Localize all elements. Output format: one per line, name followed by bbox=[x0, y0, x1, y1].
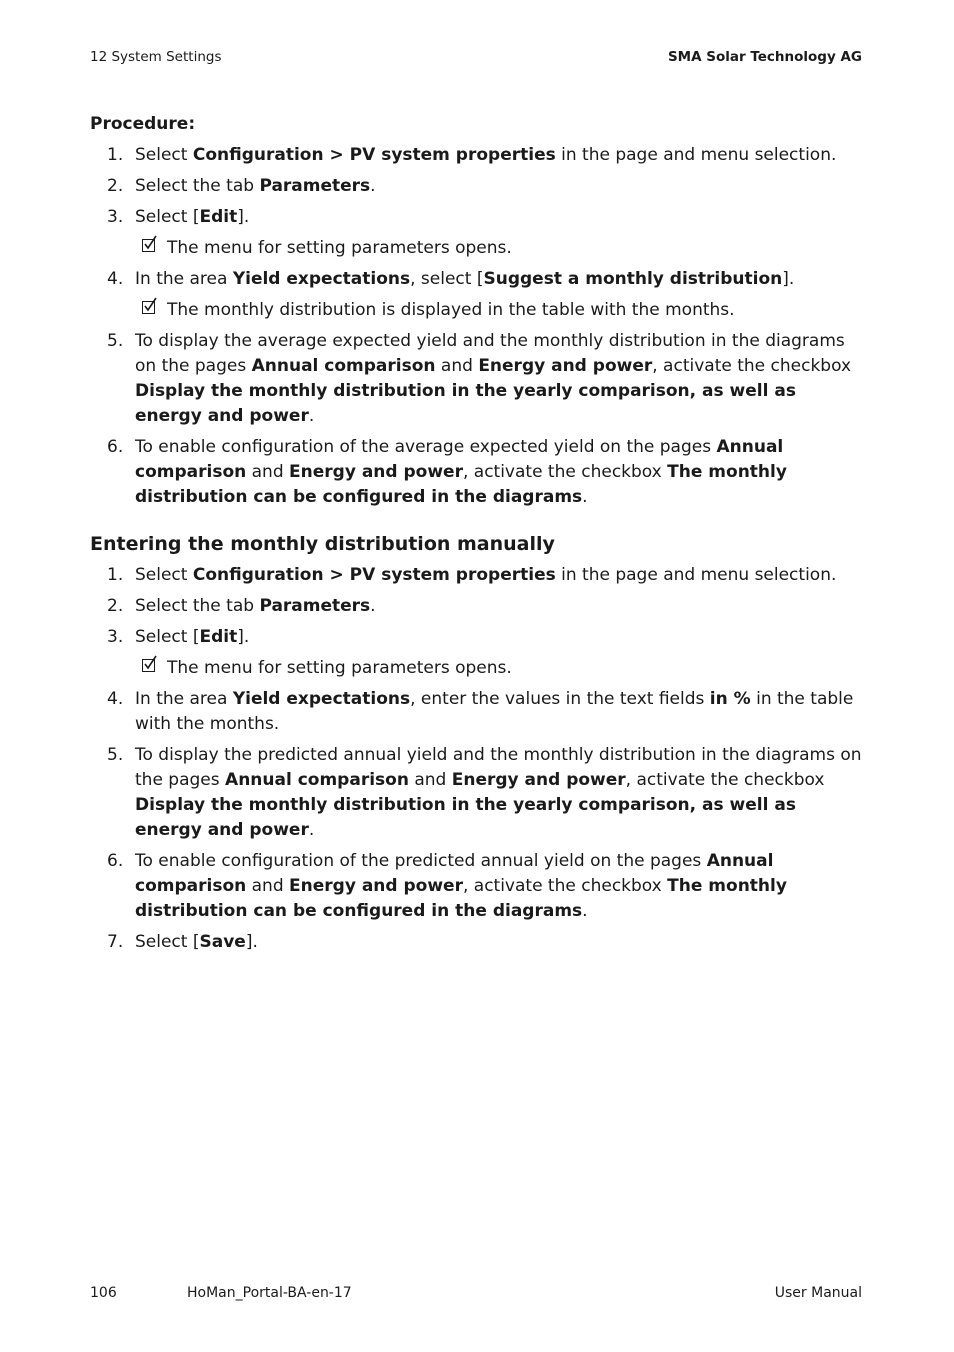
result-text: The menu for setting parameters opens. bbox=[167, 658, 512, 678]
step-number: 2. bbox=[107, 176, 124, 196]
step-text-bold: Display the monthly distribution in the yearly comparison, as well as energy and power bbox=[135, 795, 796, 840]
step-text: To display the average expected yield and the monthly distribution in the diagrams on the pages bbox=[135, 331, 845, 376]
step-text-bold: Energy and power bbox=[289, 876, 463, 896]
step-number: 3. bbox=[107, 627, 124, 647]
step-text: and bbox=[408, 770, 452, 790]
step-text-bold: in % bbox=[709, 689, 751, 709]
result-text: The monthly distribution is displayed in the table with the months. bbox=[167, 300, 735, 320]
step-text-bold: Configuration > PV system properties bbox=[192, 565, 556, 585]
step-number: 2. bbox=[107, 596, 124, 616]
step-text: ]. bbox=[237, 627, 250, 647]
procedure-heading: Procedure: bbox=[90, 114, 196, 134]
step-text: ]. bbox=[782, 269, 795, 289]
manual-steps bbox=[90, 563, 862, 955]
step-text: and bbox=[435, 356, 479, 376]
step-number: 4. bbox=[107, 269, 124, 289]
step-text: . bbox=[308, 406, 315, 426]
step-text: . bbox=[370, 176, 376, 196]
step-text-bold: Energy and power bbox=[478, 356, 653, 376]
list-item bbox=[90, 849, 862, 924]
list-item bbox=[90, 930, 862, 955]
list-item bbox=[90, 687, 862, 737]
step-text-bold: Annual comparison bbox=[135, 851, 774, 896]
step-text: . bbox=[308, 820, 315, 840]
step-text: Select the tab bbox=[135, 596, 260, 616]
step-text-bold: Energy and power bbox=[289, 462, 463, 482]
step-number: 6. bbox=[107, 851, 124, 871]
result-text: The menu for setting parameters opens. bbox=[167, 238, 512, 258]
list-item bbox=[90, 743, 862, 843]
step-text: and bbox=[246, 462, 290, 482]
step-text: in the page and menu selection. bbox=[555, 145, 837, 165]
step-text: ]. bbox=[237, 207, 250, 227]
step-number: 1. bbox=[107, 145, 124, 165]
step-text: Select bbox=[135, 565, 193, 585]
list-item bbox=[90, 205, 862, 230]
step-number: 4. bbox=[107, 689, 124, 709]
step-text-bold: Suggest a monthly distribution bbox=[483, 269, 783, 289]
step-number: 1. bbox=[107, 565, 124, 585]
step-text-bold: Energy and power bbox=[451, 770, 626, 790]
step-text: , activate the checkbox bbox=[625, 770, 825, 790]
step-text: In the area bbox=[135, 689, 233, 709]
step-text: To enable configuration of the predicted annual yield on the pages bbox=[135, 851, 707, 871]
step-text: , select [ bbox=[410, 269, 484, 289]
step-text-bold: The monthly distribution can be configured in the diagrams bbox=[135, 876, 787, 921]
step-number: 5. bbox=[107, 331, 124, 351]
checkmark-box-icon bbox=[142, 239, 155, 252]
list-item bbox=[90, 329, 862, 429]
step-text: To display the predicted annual yield and the monthly distribution in the diagrams on the pages bbox=[135, 745, 862, 790]
checkmark-box-icon bbox=[142, 301, 155, 314]
document-id: HoMan_Portal-BA-en-17 bbox=[187, 1285, 352, 1301]
step-text-bold: Annual comparison bbox=[135, 437, 784, 482]
step-number: 5. bbox=[107, 745, 124, 765]
step-text-bold: Save bbox=[199, 932, 246, 952]
step-text: , activate the checkbox bbox=[652, 356, 852, 376]
step-text: Select [ bbox=[135, 627, 200, 647]
step-number: 3. bbox=[107, 207, 124, 227]
step-result bbox=[90, 236, 862, 261]
step-text: in the page and menu selection. bbox=[555, 565, 837, 585]
list-item bbox=[90, 563, 862, 588]
step-text: Select bbox=[135, 145, 193, 165]
step-number: 7. bbox=[107, 932, 124, 952]
step-text: , activate the checkbox bbox=[462, 462, 668, 482]
step-text: Select [ bbox=[135, 932, 200, 952]
step-number: 6. bbox=[107, 437, 124, 457]
page-number: 106 bbox=[90, 1285, 117, 1301]
step-text-bold: Edit bbox=[199, 207, 238, 227]
list-item bbox=[90, 174, 862, 199]
list-item bbox=[90, 625, 862, 650]
step-text-bold: Parameters bbox=[259, 596, 371, 616]
step-text: in the table with the months. bbox=[135, 689, 854, 734]
step-text: and bbox=[246, 876, 290, 896]
step-text: , enter the values in the text fields bbox=[410, 689, 710, 709]
checkmark-box-icon bbox=[142, 659, 155, 672]
step-text-bold: Configuration > PV system properties bbox=[192, 145, 556, 165]
list-item bbox=[90, 435, 862, 510]
step-text-bold: Display the monthly distribution in the yearly comparison, as well as energy and power bbox=[135, 381, 796, 426]
step-text-bold: The monthly distribution can be configured in the diagrams bbox=[135, 462, 787, 507]
step-text: Select the tab bbox=[135, 176, 260, 196]
step-text: , activate the checkbox bbox=[462, 876, 668, 896]
list-item bbox=[90, 267, 862, 292]
procedure-steps bbox=[90, 143, 862, 510]
step-text-bold: Edit bbox=[199, 627, 238, 647]
step-text: . bbox=[582, 487, 588, 507]
step-text: . bbox=[370, 596, 376, 616]
list-item bbox=[90, 594, 862, 619]
header-section: 12 System Settings bbox=[90, 49, 222, 65]
step-text: In the area bbox=[135, 269, 233, 289]
step-text: ]. bbox=[245, 932, 258, 952]
step-text: To enable configuration of the average expected yield on the pages bbox=[135, 437, 717, 457]
header-company: SMA Solar Technology AG bbox=[667, 49, 862, 65]
list-item bbox=[90, 143, 862, 168]
step-result bbox=[90, 656, 862, 681]
step-text-bold: Annual comparison bbox=[251, 356, 436, 376]
step-text-bold: Annual comparison bbox=[225, 770, 409, 790]
step-text-bold: Yield expectations bbox=[232, 269, 411, 289]
step-result bbox=[90, 298, 862, 323]
document-body bbox=[90, 112, 862, 961]
document-type: User Manual bbox=[774, 1285, 862, 1301]
step-text-bold: Parameters bbox=[259, 176, 371, 196]
step-text-bold: Yield expectations bbox=[232, 689, 411, 709]
step-text: . bbox=[582, 901, 588, 921]
manual-section-heading: Entering the monthly distribution manually bbox=[90, 533, 555, 555]
step-text: Select [ bbox=[135, 207, 200, 227]
